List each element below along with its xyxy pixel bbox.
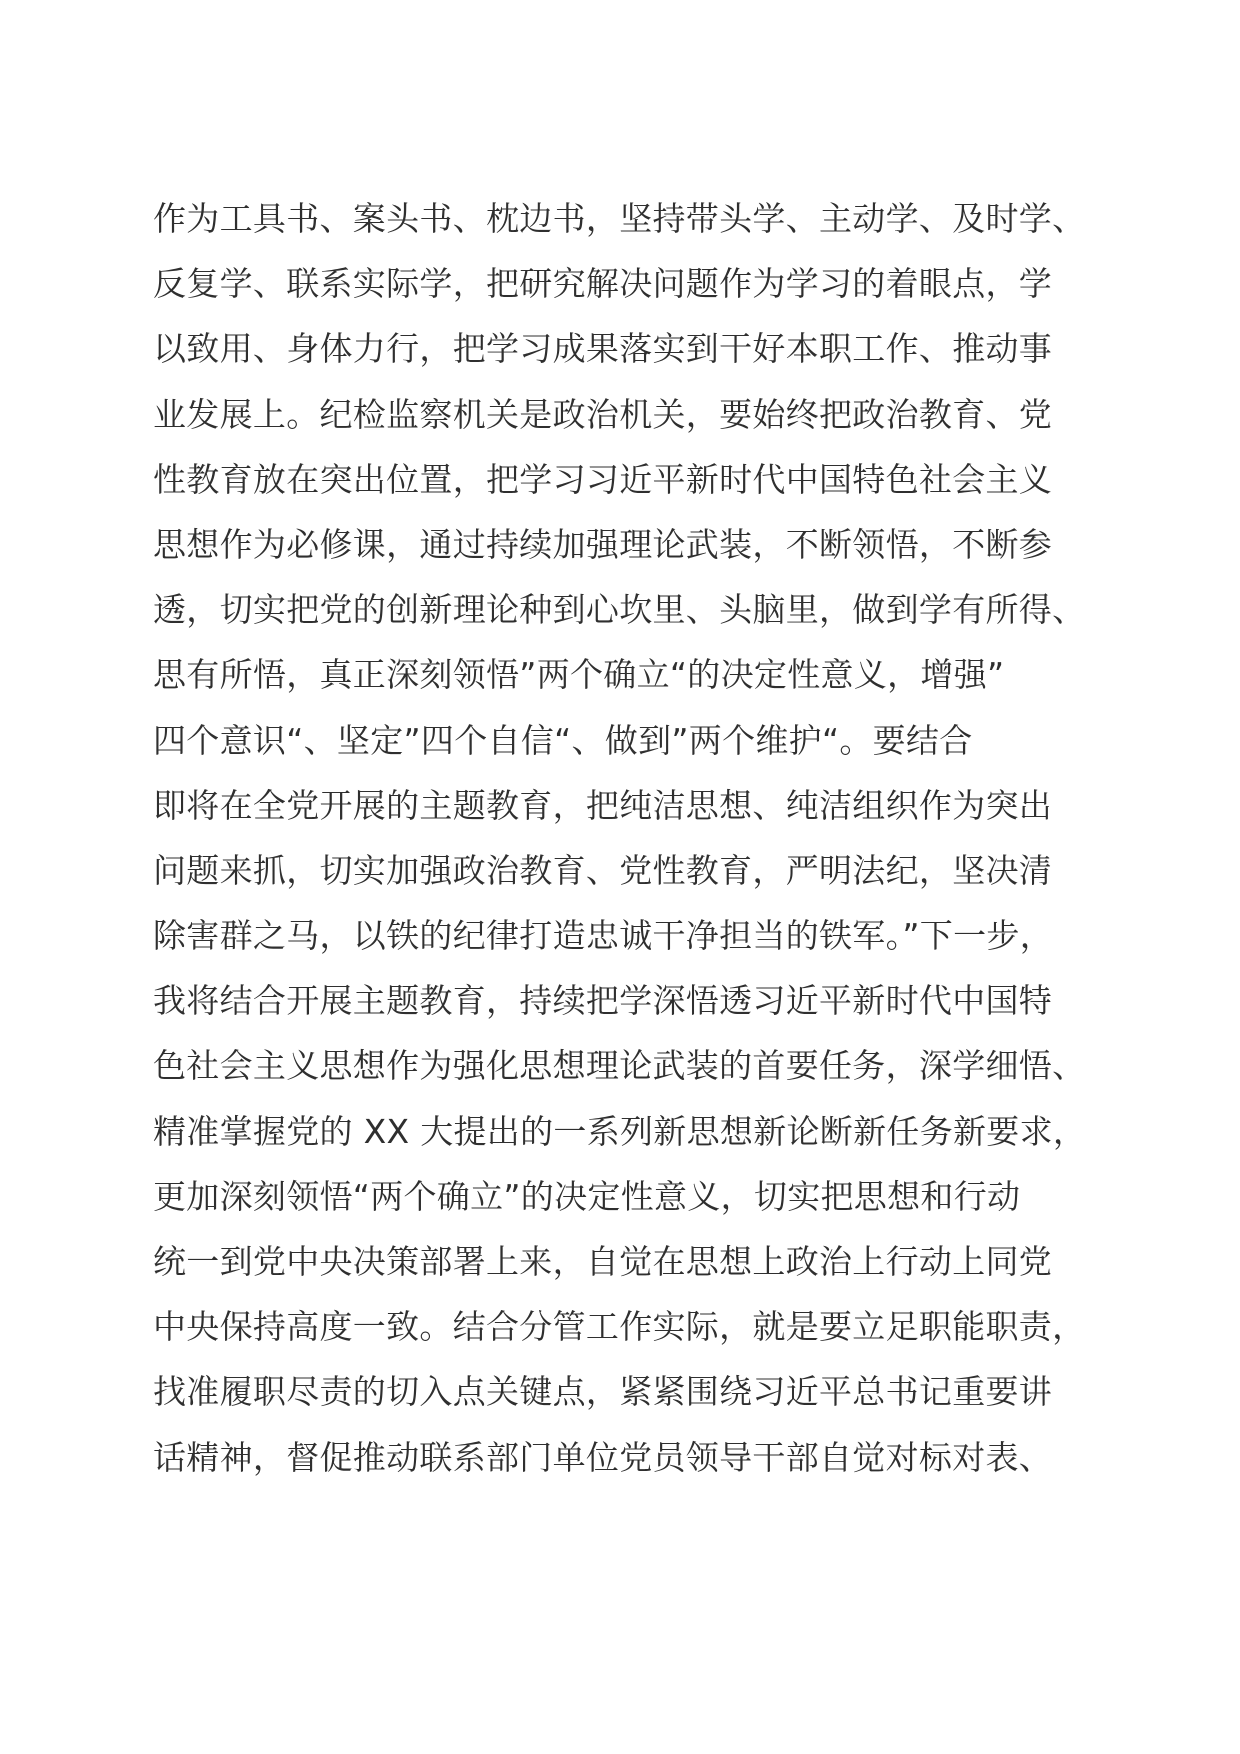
- text-line-19: 找准履职尽责的切入点关键点，紧紧围绕习近平总书记重要讲: [153, 1372, 1053, 1412]
- text-line-3: 以致用、身体力行，把学习成果落实到干好本职工作、推动事: [153, 329, 1053, 369]
- text-line-16: 更加深刻领悟“两个确立”的决定性意义，切实把思想和行动: [153, 1176, 1021, 1216]
- text-line-4: 业发展上。纪检监察机关是政治机关，要始终把政治教育、党: [153, 394, 1053, 434]
- text-line-10: 即将在全党开展的主题教育，把纯洁思想、纯洁组织作为突出: [153, 785, 1053, 825]
- text-line-6: 思想作为必修课，通过持续加强理论武装，不断领悟，不断参: [153, 524, 1053, 564]
- text-line-11: 问题来抓，切实加强政治教育、党性教育，严明法纪，坚决清: [153, 850, 1053, 890]
- text-line-5: 性教育放在突出位置，把学习习近平新时代中国特色社会主义: [153, 459, 1053, 499]
- text-line-13: 我将结合开展主题教育，持续把学深悟透习近平新时代中国特: [153, 981, 1053, 1021]
- body-paragraph: [153, 186, 1113, 1490]
- text-line-20: 话精神，督促推动联系部门单位党员领导干部自觉对标对表、: [153, 1437, 1053, 1477]
- text-line-2: 反复学、联系实际学，把研究解决问题作为学习的着眼点，学: [153, 264, 1053, 304]
- text-line-14: 色社会主义思想作为强化思想理论武装的首要任务，深学细悟、: [153, 1046, 1086, 1086]
- text-line-15: 精准掌握党的 XX 大提出的一系列新思想新论断新任务新要求，: [153, 1111, 1087, 1151]
- text-line-8: 思有所悟，真正深刻领悟”两个确立“的决定性意义，增强”: [153, 655, 1005, 695]
- text-line-18: 中央保持高度一致。结合分管工作实际，就是要立足职能职责，: [153, 1307, 1086, 1347]
- text-line-12: 除害群之马，以铁的纪律打造忠诚干净担当的铁军。”下一步，: [153, 916, 1053, 956]
- text-line-1: 作为工具书、案头书、枕边书，坚持带头学、主动学、及时学、: [153, 199, 1086, 238]
- text-line-9: 四个意识“、坚定”四个自信“、做到”两个维护“。要结合: [153, 720, 973, 760]
- text-line-7: 透，切实把党的创新理论种到心坎里、头脑里，做到学有所得、: [153, 590, 1086, 630]
- text-line-17: 统一到党中央决策部署上来，自觉在思想上政治上行动上同党: [153, 1242, 1053, 1281]
